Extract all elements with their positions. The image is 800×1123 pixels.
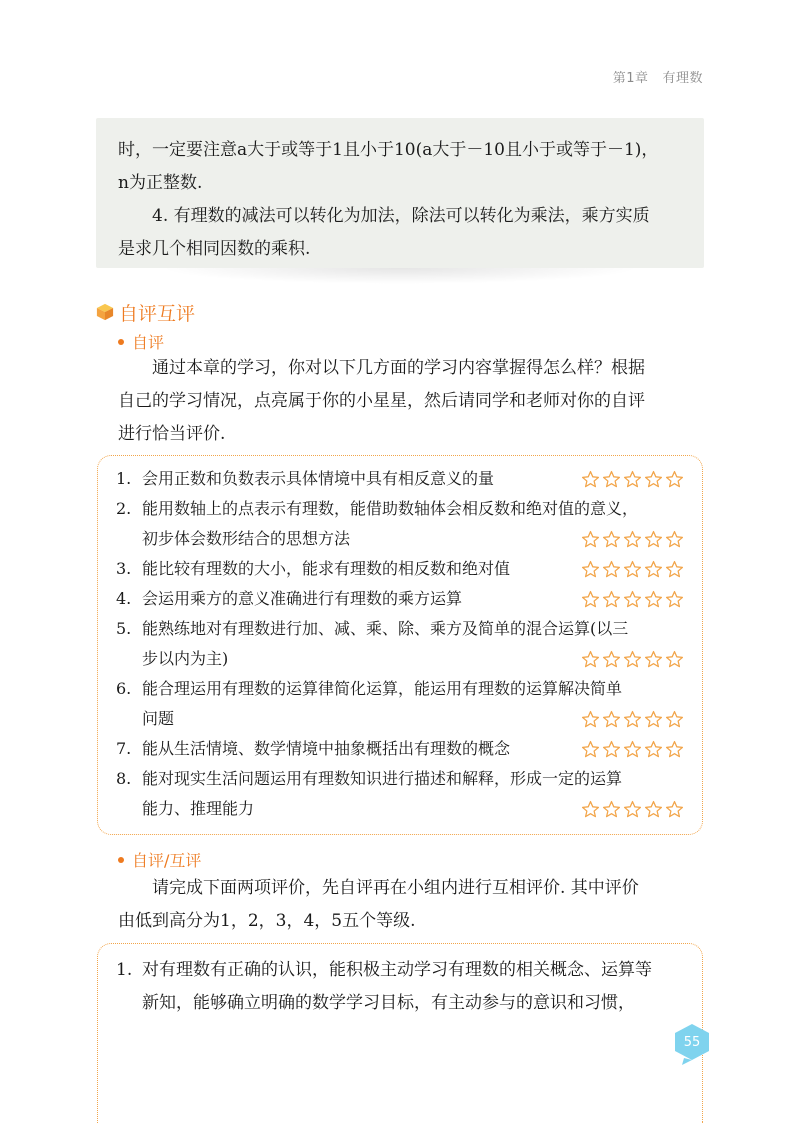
star-rating[interactable] [579, 554, 684, 584]
star-icon[interactable] [644, 650, 663, 669]
table-row [116, 494, 684, 554]
star-icon[interactable] [665, 530, 684, 549]
item-line: 步以内为主) [142, 649, 229, 668]
peer-eval-heading-text: 自评/互评 [132, 851, 202, 870]
star-icon[interactable] [623, 590, 642, 609]
item-line: 会用正数和负数表示具体情境中具有相反意义的量 [142, 469, 495, 488]
page-number: 55 [683, 1034, 701, 1050]
star-icon[interactable] [581, 530, 600, 549]
star-icon[interactable] [665, 470, 684, 489]
item-number: 1. [116, 960, 133, 980]
self-eval-heading-text: 自评 [132, 333, 165, 352]
item-number: 7. [116, 739, 132, 758]
star-icon[interactable] [644, 470, 663, 489]
chapter-label: 第1章 [612, 71, 649, 86]
item-line: 能用数轴上的点表示有理数，能借助数轴体会相反数和绝对值的意义， [142, 499, 639, 518]
intro-line: 进行恰当评价. [118, 424, 226, 444]
star-icon[interactable] [623, 530, 642, 549]
star-rating[interactable] [579, 644, 684, 674]
item-number: 3. [116, 559, 132, 578]
star-rating[interactable] [579, 584, 684, 614]
star-icon[interactable] [623, 560, 642, 579]
star-icon[interactable] [644, 530, 663, 549]
summary-point-4: 4. 有理数的减法可以转化为加法，除法可以转化为乘法，乘方实质 [152, 206, 650, 226]
intro-line: 通过本章的学习，你对以下几方面的学习内容掌握得怎么样？根据 [152, 358, 645, 378]
star-rating[interactable] [579, 464, 684, 494]
table-row [116, 554, 684, 584]
page-number-badge [672, 1022, 712, 1066]
star-icon[interactable] [623, 650, 642, 669]
self-eval-intro [118, 352, 686, 451]
item-number: 4. [116, 589, 132, 608]
item-line: 能比较有理数的大小，能求有理数的相反数和绝对值 [142, 559, 511, 578]
star-icon[interactable] [644, 740, 663, 759]
summary-point-4-cont: 是求几个相同因数的乘积. [118, 239, 311, 259]
star-icon[interactable] [581, 650, 600, 669]
star-icon[interactable] [644, 560, 663, 579]
item-line: 对有理数有正确的认识，能积极主动学习有理数的相关概念、运算等 [142, 960, 652, 980]
table-row [116, 764, 684, 824]
star-icon[interactable] [602, 800, 621, 819]
bullet-icon [118, 857, 124, 863]
peer-eval-list-box [97, 943, 703, 1123]
star-icon[interactable] [665, 710, 684, 729]
page-header [613, 67, 703, 86]
star-icon[interactable] [581, 740, 600, 759]
star-icon[interactable] [644, 710, 663, 729]
star-icon[interactable] [602, 740, 621, 759]
star-icon[interactable] [644, 590, 663, 609]
summary-line: n为正整数. [118, 173, 203, 193]
item-number: 5. [116, 619, 132, 638]
star-icon[interactable] [602, 590, 621, 609]
star-icon[interactable] [665, 560, 684, 579]
star-icon[interactable] [644, 800, 663, 819]
list-item [116, 954, 684, 1020]
star-icon[interactable] [602, 560, 621, 579]
item-line: 能力、推理能力 [142, 799, 255, 818]
star-rating[interactable] [579, 734, 684, 764]
star-icon[interactable] [602, 470, 621, 489]
chapter-title: 有理数 [662, 71, 703, 86]
summary-box [96, 118, 704, 268]
star-icon[interactable] [665, 800, 684, 819]
star-icon[interactable] [581, 800, 600, 819]
table-row [116, 614, 684, 674]
item-line: 问题 [142, 709, 175, 728]
intro-line: 由低到高分为1，2，3，4，5五个等级. [118, 911, 416, 931]
star-icon[interactable] [665, 590, 684, 609]
section-title [96, 298, 195, 326]
peer-eval-intro [118, 872, 686, 938]
star-icon[interactable] [581, 560, 600, 579]
item-line: 新知，能够确立明确的数学学习目标，有主动参与的意识和习惯， [142, 993, 635, 1013]
star-icon[interactable] [623, 800, 642, 819]
summary-line: 时，一定要注意a大于或等于1且小于10(a大于－10且小于或等于－1)， [118, 140, 659, 160]
item-line: 会运用乘方的意义准确进行有理数的乘方运算 [142, 589, 463, 608]
star-icon[interactable] [665, 650, 684, 669]
star-icon[interactable] [602, 530, 621, 549]
item-line: 初步体会数形结合的思想方法 [142, 529, 351, 548]
item-number: 1. [116, 469, 132, 488]
table-row [116, 674, 684, 734]
table-row [116, 464, 684, 494]
star-icon[interactable] [623, 740, 642, 759]
intro-line: 自己的学习情况，点亮属于你的小星星，然后请同学和老师对你的自评 [118, 391, 645, 411]
star-rating[interactable] [579, 524, 684, 554]
cube-icon [96, 303, 114, 321]
star-icon[interactable] [581, 710, 600, 729]
item-number: 2. [116, 499, 132, 518]
star-icon[interactable] [602, 650, 621, 669]
star-icon[interactable] [665, 740, 684, 759]
item-number: 6. [116, 679, 132, 698]
star-icon[interactable] [581, 470, 600, 489]
star-icon[interactable] [602, 710, 621, 729]
item-line: 能熟练地对有理数进行加、减、乘、除、乘方及简单的混合运算(以三 [142, 619, 629, 638]
self-eval-heading [118, 330, 164, 353]
summary-shadow [160, 268, 640, 284]
intro-line: 请完成下面两项评价，先自评再在小组内进行互相评价. 其中评价 [152, 878, 639, 898]
bullet-icon [118, 339, 124, 345]
star-icon[interactable] [581, 590, 600, 609]
self-eval-list-box [97, 455, 703, 835]
star-icon[interactable] [623, 470, 642, 489]
item-number: 8. [116, 769, 132, 788]
star-icon[interactable] [623, 710, 642, 729]
star-rating[interactable] [579, 704, 684, 734]
section-title-text: 自评互评 [119, 302, 196, 325]
item-line: 能对现实生活问题运用有理数知识进行描述和解释，形成一定的运算 [142, 769, 623, 788]
table-row [116, 734, 684, 764]
peer-eval-heading [118, 848, 201, 871]
item-line: 能从生活情境、数学情境中抽象概括出有理数的概念 [142, 739, 511, 758]
item-line: 能合理运用有理数的运算律简化运算，能运用有理数的运算解决简单 [142, 679, 623, 698]
table-row [116, 584, 684, 614]
star-rating[interactable] [579, 794, 684, 824]
